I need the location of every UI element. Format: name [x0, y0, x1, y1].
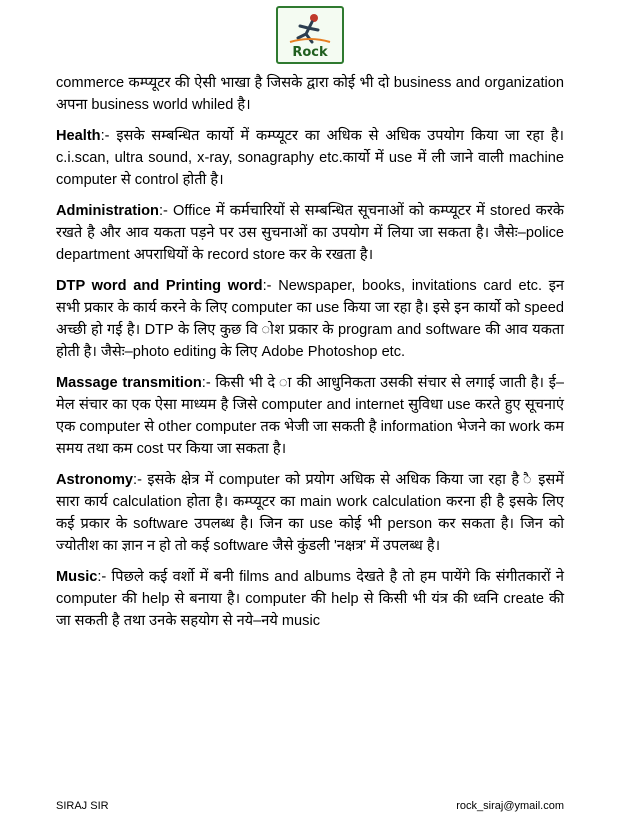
paragraph-health [56, 125, 564, 191]
paragraph-text: :- किसी भी दे ा की आधुनिकता उसकी संचार से लगाई जाती है। ई–मेल संचार का एक ऐसा माध्यम है जिसे computer and internet सुविधा use करते हुए सूचनाएं एक computer से other computer तक भेजी जा सकती है information भेजने का work कम समय तथा कम cost पर किया जा सकता है। [56, 375, 564, 457]
logo-text: Rock [292, 45, 328, 60]
paragraph-heading: Health [56, 128, 101, 144]
paragraph-heading: Administration [56, 203, 159, 219]
paragraph-massage-transmition [56, 372, 564, 460]
paragraph-text: :- Office में कर्मचारियों से सम्बन्धित सूचनाओं को कम्प्यूटर में stored करके रखते है और आव यकता पड़ने पर उस सुचनाओं का उपयोग में लिया जा सकता है। जैसेः–police department अपराधियों के record store कर के रखता है। [56, 203, 564, 263]
paragraph-heading: DTP word and Printing word [56, 278, 263, 294]
paragraph-commerce [56, 72, 564, 116]
paragraph-heading: Astronomy [56, 472, 134, 488]
paragraph-astronomy [56, 469, 564, 557]
paragraph-heading: Massage transmition [56, 375, 202, 391]
paragraph-text: :- पिछले कई वर्शो में बनी films and albums देखते है तो हम पायेंगे कि संगीतकारों ने computer की help से बनाया है। computer की help से किसी भी यंत्र की ध्वनि create की जा सकती है तथा उनके सहयोग से नये–नये music [56, 569, 564, 629]
body-text [56, 72, 564, 641]
paragraph-heading: Music [56, 569, 98, 585]
footer-author: SIRAJ SIR [56, 800, 109, 812]
paragraph-text: :- इसके सम्बन्धित कार्यो में कम्प्यूटर का अधिक से अधिक उपयोग किया जा रहा है। c.i.scan, ultra sound, x-ray, sonagraphy etc.कार्यो में use में ली जाने वाली machine computer से control होती है। [56, 128, 564, 188]
footer-email: rock_siraj@ymail.com [456, 800, 564, 812]
paragraph-administration [56, 200, 564, 266]
paragraph-text: :- Newspaper, books, invitations card etc. इन सभी प्रकार के कार्य करने के लिए computer का use किया जा रहा है। इसे इन कार्यो को speed अच्छी हो गई है। DTP के लिए कुछ वि ोश प्रकार के program and software की आव यकता होती है। जैसेः–photo editing के लिए Adobe Photoshop etc. [56, 278, 564, 360]
paragraph-dtp [56, 275, 564, 363]
paragraph-text: :- इसके क्षेत्र में computer को प्रयोग अधिक से अधिक किया जा रहा है ै इसमें सारा कार्य calculation होता है। कम्प्यूटर का main work calculation करना ही है इसके लिए कई प्रकार के software उपलब्ध है। जिन का use कोई भी person कर सकता है। जिन को ज्योतीश का ज्ञान न हो तो कई software जैसे कुंडली 'नक्षत्र' में उपलब्ध है। [56, 472, 564, 554]
rock-logo [276, 6, 344, 64]
paragraph-text: commerce कम्प्यूटर की ऐसी भाखा है जिसके द्वारा कोई भी दो business and organization अपना business world whiled है। [56, 75, 564, 113]
paragraph-music [56, 566, 564, 632]
